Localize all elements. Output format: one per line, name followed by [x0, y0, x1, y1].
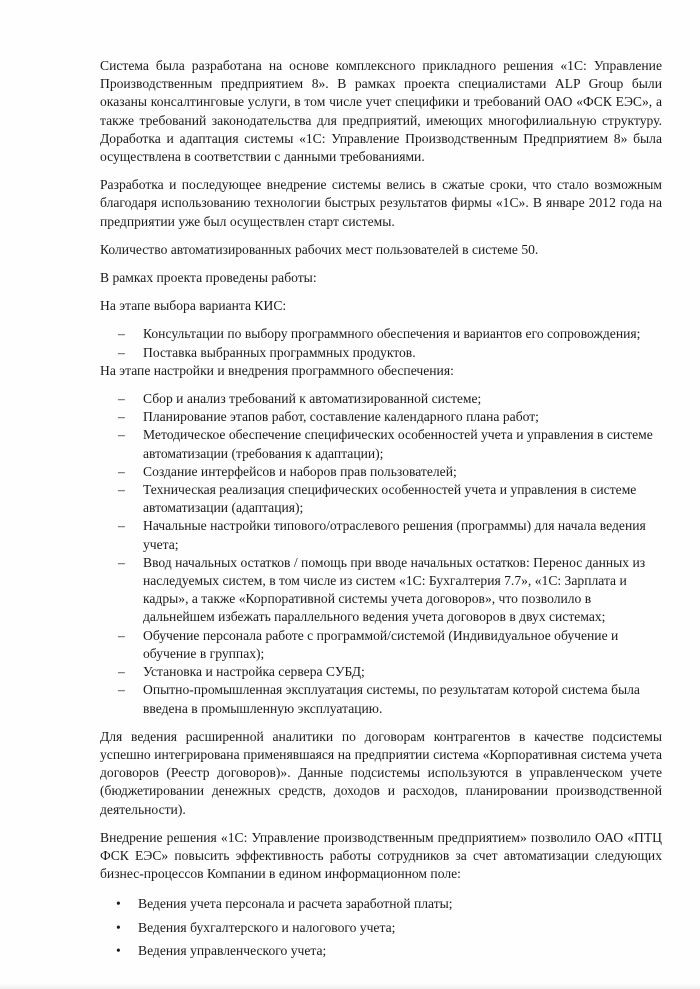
list-item: – Планирование этапов работ, составление календарного плана работ;	[118, 408, 662, 426]
list-item: • Ведения учета персонала и расчета заработной платы;	[114, 895, 662, 913]
document-body	[100, 57, 662, 965]
stage2-list	[100, 390, 662, 718]
list-item: – Методическое обеспечение специфических особенностей учета и управления в системе автоматизации (требования к адаптации);	[118, 426, 662, 462]
list-item: – Опытно-промышленная эксплуатация системы, по результатам которой система была введена в промышленную эксплуатацию.	[118, 681, 662, 717]
paragraph-results: Внедрение решения «1С: Управление производственным предприятием» позволило ОАО «ПТЦ ФСК ЕЭС» повысить эффективность работы сотрудников за счет автоматизации следующих бизнес-процессов Компании в едином информационном поле:	[100, 829, 662, 882]
list-item: – Консультации по выбору программного обеспечения и вариантов его сопровождения;	[118, 325, 662, 343]
list-item: • Ведения бухгалтерского и налогового учета;	[114, 919, 662, 937]
paragraph-system-basis: Система была разработана на основе комплексного прикладного решения «1С: Управление Производственным предприятием 8». В рамках проекта специалистами ALP Group были оказаны консалтинговые услуги, в том числе учет специфики и требований ОАО «ФСК ЕЭС», а также требований законодательства для предприятий, имеющих многофилиальную структуру. Доработка и адаптация системы «1С: Управление Производственным Предприятием 8» была осуществлена в соответствии с данными требованиями.	[100, 58, 662, 165]
list-item: – Установка и настройка сервера СУБД;	[118, 663, 662, 681]
list-item: – Техническая реализация специфических особенностей учета и управления в системе автоматизации (адаптация);	[118, 481, 662, 517]
list-item: – Поставка выбранных программных продуктов.	[118, 344, 662, 362]
paragraph-works-intro: В рамках проекта проведены работы:	[100, 270, 317, 286]
list-item: – Ввод начальных остатков / помощь при вводе начальных остатков: Перенос данных из наследуемых систем, в том числе из систем «1С: Бухгалтерия 7.7», «1С: Зарплата и кадры», а также «Корпоративной системы учета договоров», что позволило в дальнейшем избежать параллельного ведения учета договоров в двух системах;	[118, 554, 662, 627]
list-item: • Ведения управленческого учета;	[114, 942, 662, 960]
paragraph-workstations: Количество автоматизированных рабочих мест пользователей в системе 50.	[100, 241, 539, 257]
stage1-list	[100, 325, 662, 361]
list-item: – Сбор и анализ требований к автоматизированной системе;	[118, 390, 662, 408]
list-item: – Обучение персонала работе с программой/системой (Индивидуальное обучение и обучение в группах);	[118, 627, 662, 663]
list-item: – Создание интерфейсов и наборов прав пользователей;	[118, 463, 662, 481]
scan-edge-shadow	[0, 983, 700, 989]
paragraph-analytics: Для ведения расширенной аналитики по договорам контрагентов в качестве подсистемы успешно интегрирована применявшаяся на предприятии система «Корпоративная система учета договоров (Реестр договоров)». Данные подсистемы используются в управленческом учете (бюджетировании денежных средств, доходов и расходов, планировании производственной деятельности).	[100, 728, 662, 817]
stage1-label: На этапе выбора варианта КИС:	[100, 298, 287, 314]
paragraph-rollout: Разработка и последующее внедрение системы велись в сжатые сроки, что стало возможным благодаря использованию технологии быстрых результатов фирмы «1С». В январе 2012 года на предприятии уже был осуществлен старт системы.	[100, 177, 662, 229]
list-item: – Начальные настройки типового/отраслевого решения (программы) для начала ведения учета;	[118, 517, 662, 553]
stage2-label: На этапе настройки и внедрения программного обеспечения:	[100, 362, 454, 378]
business-process-list	[100, 895, 662, 960]
